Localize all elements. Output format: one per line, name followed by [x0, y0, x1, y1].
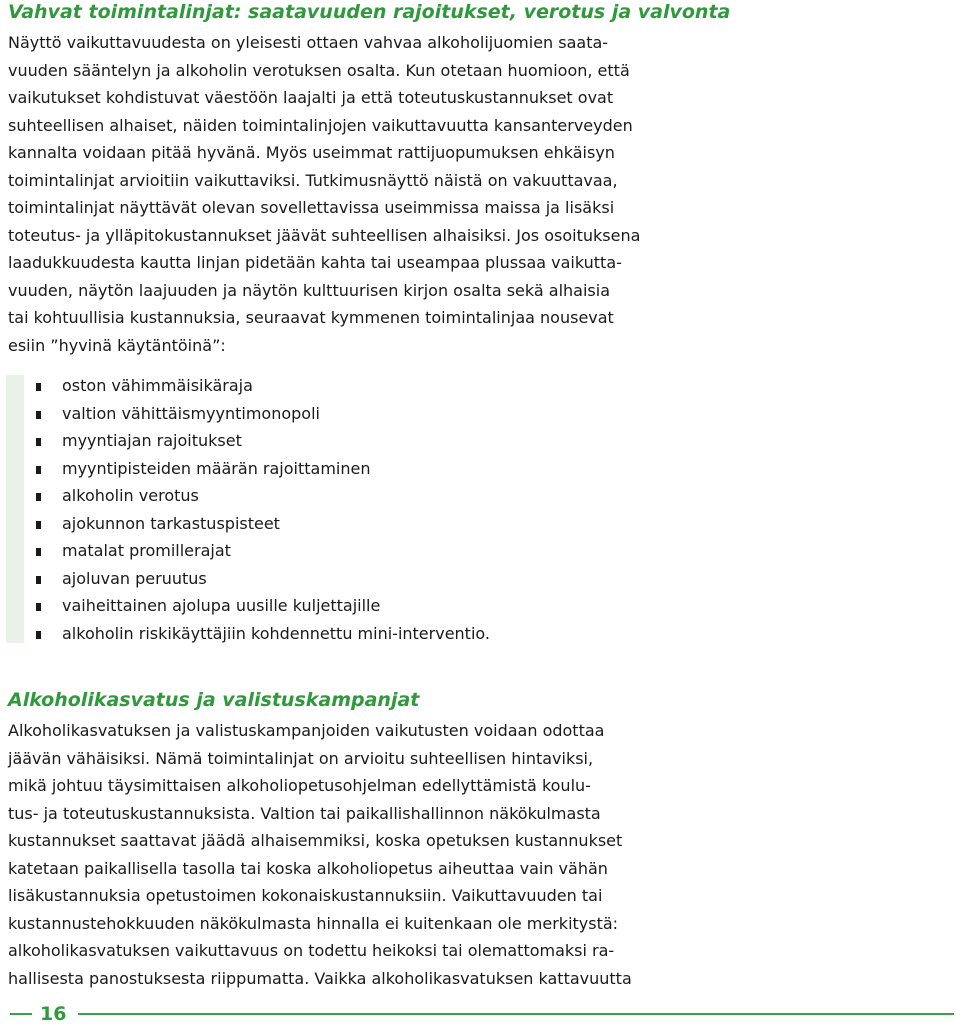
bullet-icon — [36, 383, 41, 391]
paragraph-line: tus- ja toteutuskustannuksista. Valtion tai paikallishallinnon näkökulmasta — [8, 803, 601, 823]
list-item-text: vaiheittainen ajolupa uusille kuljettajille — [62, 596, 381, 615]
paragraph-line: kannalta voidaan pitää hyvänä. Myös useimmat rattijuopumuksen ehkäisyn — [8, 143, 615, 162]
section-paragraph-strong-policies — [8, 29, 641, 359]
list-item-text: valtion vähittäismyyntimonopoli — [62, 403, 320, 423]
bullet-icon — [36, 438, 41, 446]
paragraph-line: toimintalinjat arvioitiin vaikuttaviksi. Tutkimusnäyttö näistä on vakuuttavaa, — [8, 170, 618, 190]
list-item-text: ajoluvan peruutus — [62, 568, 207, 588]
list-item-text: ajokunnon tarkastuspisteet — [62, 513, 280, 533]
list-item — [36, 565, 490, 593]
list-item-text: oston vähimmäisikäraja — [62, 376, 253, 395]
list-item-text: matalat promillerajat — [62, 541, 231, 560]
list-item — [36, 427, 490, 455]
paragraph-line: hallisesta panostuksesta riippumatta. Vaikka alkoholikasvatuksen kattavuutta — [8, 968, 632, 988]
bullet-icon — [36, 603, 41, 611]
paragraph-line: laadukkuudesta kautta linjan pidetään kahta tai useampaa plussaa vaikutta- — [8, 253, 622, 272]
paragraph-line: kustannustehokkuuden näkökulmasta hinnalla ei kuitenkaan ole merkitystä: — [8, 913, 619, 933]
list-item-text: alkoholin riskikäyttäjiin kohdennettu mini-interventio. — [62, 623, 490, 643]
bullet-icon — [36, 631, 41, 639]
paragraph-line: vuuden sääntelyn ja alkoholin verotuksen osalta. Kun otetaan huomioon, että — [8, 60, 630, 80]
good-practices-list — [36, 372, 490, 647]
paragraph-line: vaikutukset kohdistuvat väestöön laajalti ja että toteutuskustannukset ovat — [8, 88, 614, 107]
list-item — [36, 537, 490, 565]
list-item — [36, 372, 490, 400]
list-item-text: alkoholin verotus — [62, 486, 199, 505]
bullet-icon — [36, 548, 41, 556]
paragraph-line: tai kohtuullisia kustannuksia, seuraavat kymmenen toimintalinjaa nousevat — [8, 308, 614, 327]
list-item — [36, 455, 490, 483]
list-item — [36, 620, 490, 648]
paragraph-line: toimintalinjat näyttävät olevan sovellettavissa useimmissa maissa ja lisäksi — [8, 198, 615, 217]
paragraph-line: suhteellisen alhaiset, näiden toimintalinjojen vaikuttavuutta kansanterveyden — [8, 115, 633, 135]
paragraph-line: esiin ”hyvinä käytäntöinä”: — [8, 335, 226, 355]
list-item — [36, 482, 490, 510]
list-item — [36, 510, 490, 538]
footer-rule-left — [10, 1013, 32, 1015]
paragraph-line: katetaan paikallisella tasolla tai koska alkoholiopetus aiheuttaa vain vähän — [8, 858, 608, 878]
section-heading-strong-policies: Vahvat toimintalinjat: saatavuuden rajoitukset, verotus ja valvonta — [8, 1, 731, 23]
paragraph-line: Näyttö vaikuttavuudesta on yleisesti ottaen vahvaa alkoholijuomien saata- — [8, 33, 609, 52]
footer-rule-right — [78, 1013, 954, 1015]
list-item-text: myyntipisteiden määrän rajoittaminen — [62, 458, 371, 478]
list-item — [36, 592, 490, 620]
page-number: 16 — [40, 1003, 67, 1025]
paragraph-line: mikä johtuu täysimittaisen alkoholiopetusohjelman edellyttämistä koulu- — [8, 776, 591, 795]
section-paragraph-alcohol-education — [8, 717, 633, 992]
paragraph-line: kustannukset saattavat jäädä alhaisemmiksi, koska opetuksen kustannukset — [8, 831, 623, 850]
bullet-icon — [36, 466, 41, 474]
paragraph-line: lisäkustannuksia opetustoimen kokonaiskustannuksiin. Vaikuttavuuden tai — [8, 886, 603, 905]
bullet-icon — [36, 521, 41, 529]
section-heading-alcohol-education: Alkoholikasvatus ja valistuskampanjat — [8, 689, 420, 711]
paragraph-line: alkoholikasvatuksen vaikuttavuus on todettu heikoksi tai olemattomaksi ra- — [8, 941, 615, 960]
paragraph-line: vuuden, näytön laajuuden ja näytön kulttuurisen kirjon osalta sekä alhaisia — [8, 280, 610, 300]
list-item — [36, 400, 490, 428]
paragraph-line: Alkoholikasvatuksen ja valistuskampanjoiden vaikutusten voidaan odottaa — [8, 721, 605, 740]
list-accent-bar — [6, 375, 24, 643]
bullet-icon — [36, 411, 41, 419]
bullet-icon — [36, 576, 41, 584]
paragraph-line: toteutus- ja ylläpitokustannukset jäävät suhteellisen alhaisiksi. Jos osoituksena — [8, 225, 641, 245]
paragraph-line: jäävän vähäisiksi. Nämä toimintalinjat on arvioitu suhteellisen hintaviksi, — [8, 748, 594, 768]
list-item-text: myyntiajan rajoitukset — [62, 431, 242, 450]
bullet-icon — [36, 493, 41, 501]
